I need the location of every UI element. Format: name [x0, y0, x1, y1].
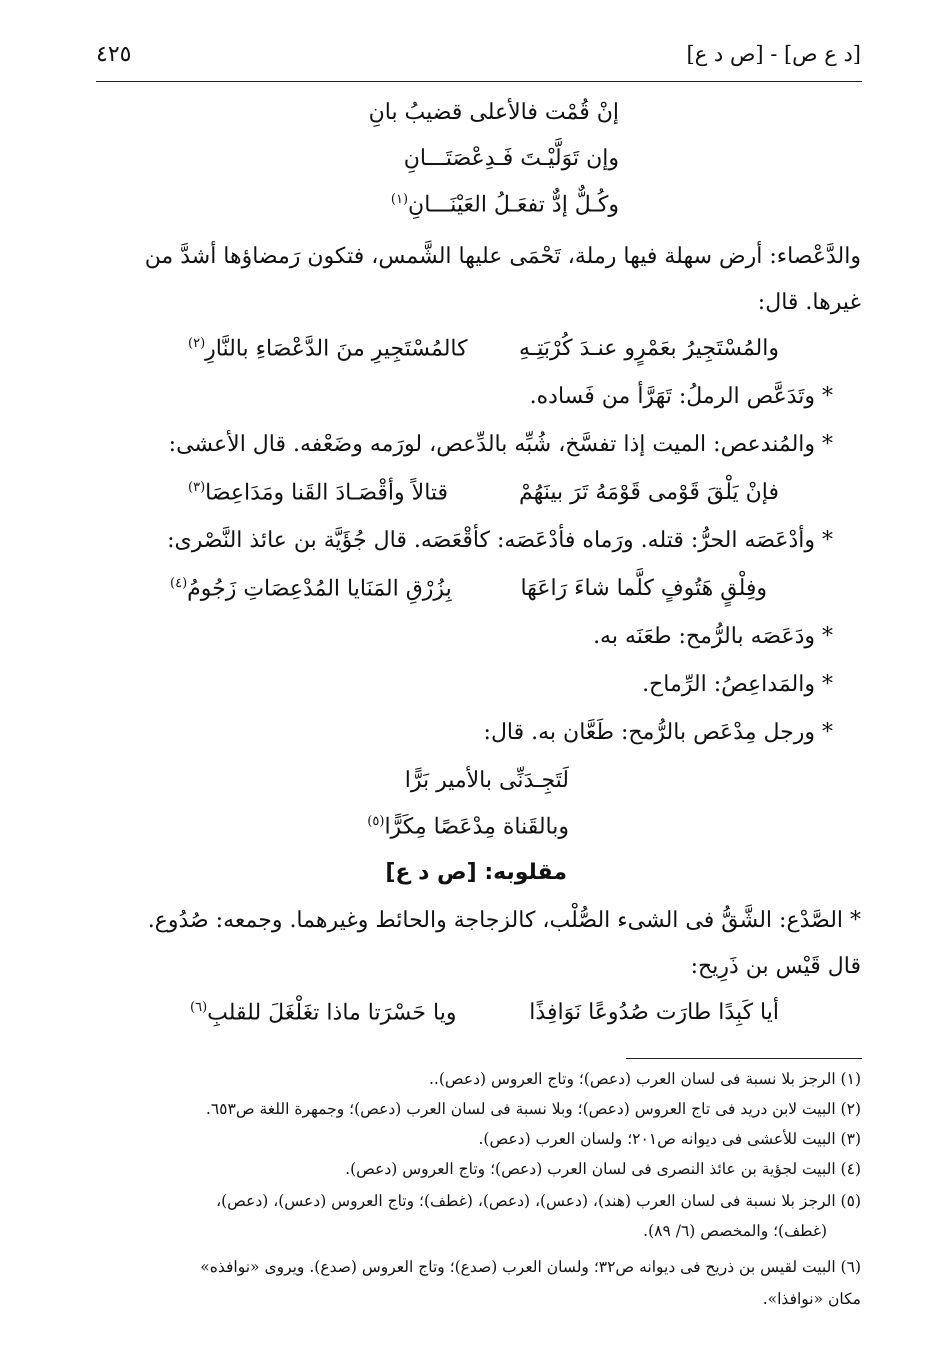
footnote: (٥) الرجز بلا نسبة فى لسان العرب (هند)، (دعس)، (دعص)، (غطف)؛ وتاج العروس (دعس)، (دعص)،	[216, 1192, 861, 1210]
text-line: والدَّعْصاء: أرض سهلة فيها رملة، تَحْمَى عليها الشَّمس، فتكون رَمضاؤها أشدَّ من	[144, 244, 861, 269]
footnote: (٦) البيت لقيس بن ذريح فى ديوانه ص٣٢؛ ولسان العرب (صدع)؛ وتاج العروس (صدع). ويروى «نوافذه»	[200, 1258, 861, 1276]
verse-text: قتالاً وأقْصَـادَ القَنا ومَدَاعِصَا	[205, 480, 449, 506]
verse-hemistich-right: وفِلْقٍ هَتُوفٍ كلَّما شاءَ رَاعَهَا	[520, 576, 767, 601]
footnote: (٢) البيت لابن دريد فى تاج العروس (دعص)؛ وبلا نسبة فى لسان العرب (دعص)؛ وجمهرة اللغة ص٦٥٣.	[205, 1100, 861, 1118]
verse-line	[391, 192, 619, 217]
running-title: [د ع ص] - [ص د ع]	[686, 42, 861, 66]
verse-hemistich-left	[188, 480, 448, 505]
footnote-rule	[626, 1058, 862, 1059]
verse-hemistich-left	[190, 1000, 456, 1025]
footnote-marker: (٥)	[367, 814, 385, 829]
footnote-marker: (٦)	[190, 1000, 208, 1015]
section-heading: مقلوبه: [ص د ع]	[385, 860, 567, 885]
footnote-marker: (١)	[390, 192, 409, 207]
text-line: * الصَّدْع: الشَّقُّ فى الشىء الصُّلْب، كالزجاجة والحائط وغيرهما. وجمعه: صُدُوع.	[147, 908, 861, 933]
verse-hemistich-left	[170, 576, 452, 601]
footnote-marker: (٢)	[188, 336, 206, 351]
verse-text: ويا حَسْرَتا ماذا تغَلْغَلَ للقلبِ	[207, 1000, 457, 1026]
verse-line: إنْ قُمْت فالأعلى قضيبُ بانِ	[368, 100, 619, 125]
entry-line: * ورجل مِدْعَص بالرُّمح: طَعَّان به. قال:	[483, 720, 833, 745]
verse-text: كالمُسْتَجِيرِ منَ الدَّعْصَاءِ بالنَّارِ	[205, 336, 468, 362]
verse-line	[367, 814, 569, 839]
verse-text: وبالقَناة مِدْعَصًا مِكَرًّا	[384, 814, 569, 840]
verse-line: لَتَجِـدَنِّى بالأمير بَرًّا	[404, 768, 569, 793]
verse-hemistich-right: فإنْ يَلْقَ قَوْمى قَوْمَهُ تَرَ بينَهُمْ	[518, 480, 779, 505]
entry-line: * ودَعَصَه بالرُّمح: طعَنَه به.	[593, 624, 833, 649]
header-rule	[96, 81, 862, 82]
verse-hemistich-left	[188, 336, 468, 361]
footnote-marker: (٣)	[188, 480, 206, 495]
footnote: مكان «نوافذا».	[762, 1290, 861, 1308]
text-line: قال قَيْس بن ذَرِيح:	[690, 954, 861, 979]
verse-hemistich-right: والمُسْتَجِيرُ بعَمْرٍو عنـدَ كُرْبَتِـهِ	[519, 336, 779, 361]
verse-text: وكُـلٌّ إدٌّ تفعَـلُ العَيْنَـــانِ	[408, 192, 619, 218]
entry-line: * وتَدَعَّص الرملُ: تَهَرَّأ من فَساده.	[529, 384, 833, 409]
entry-line: * والمَداعِصُ: الرِّماح.	[642, 672, 833, 697]
footnote: (٤) البيت لجؤية بن عائذ النصرى فى لسان العرب (دعص)؛ وتاج العروس (دعص).	[345, 1160, 861, 1178]
text-line: غيرها. قال:	[757, 290, 861, 315]
footnote: (غطف)؛ والمخصص (٦/ ٨٩).	[643, 1222, 827, 1240]
verse-hemistich-right: أيا كَبِدًا طارَت صُدُوعًا نَوَافِذًا	[529, 1000, 779, 1025]
page-number: ٤٢٥	[96, 42, 132, 67]
footnote: (١) الرجز بلا نسبة فى لسان العرب (دعص)؛ وتاج العروس (دعص)..	[429, 1070, 861, 1088]
entry-line: * والمُندعص: الميت إذا تفسَّخ، شُبِّه بالدِّعص، لورَمه وضَعْفه. قال الأعشى:	[168, 432, 833, 457]
verse-text: بِزُرْقِ المَنَايا المُدْعِصَاتِ زَجُومُ	[187, 576, 452, 602]
footnote: (٣) البيت للأعشى فى ديوانه ص٢٠١؛ ولسان العرب (دعص).	[478, 1130, 861, 1148]
entry-line: * وأدْعَصَه الحرُّ: قتله. ورَماه فأدْعَصَه: كأقْعَصَه. قال جُؤَيَّة بن عائذ النَّصْرى:	[167, 528, 833, 553]
footnote-marker: (٤)	[170, 576, 188, 591]
verse-line: وإن تَوَلَّيْـتَ فَـدِعْصَتَـــانِ	[403, 146, 619, 171]
